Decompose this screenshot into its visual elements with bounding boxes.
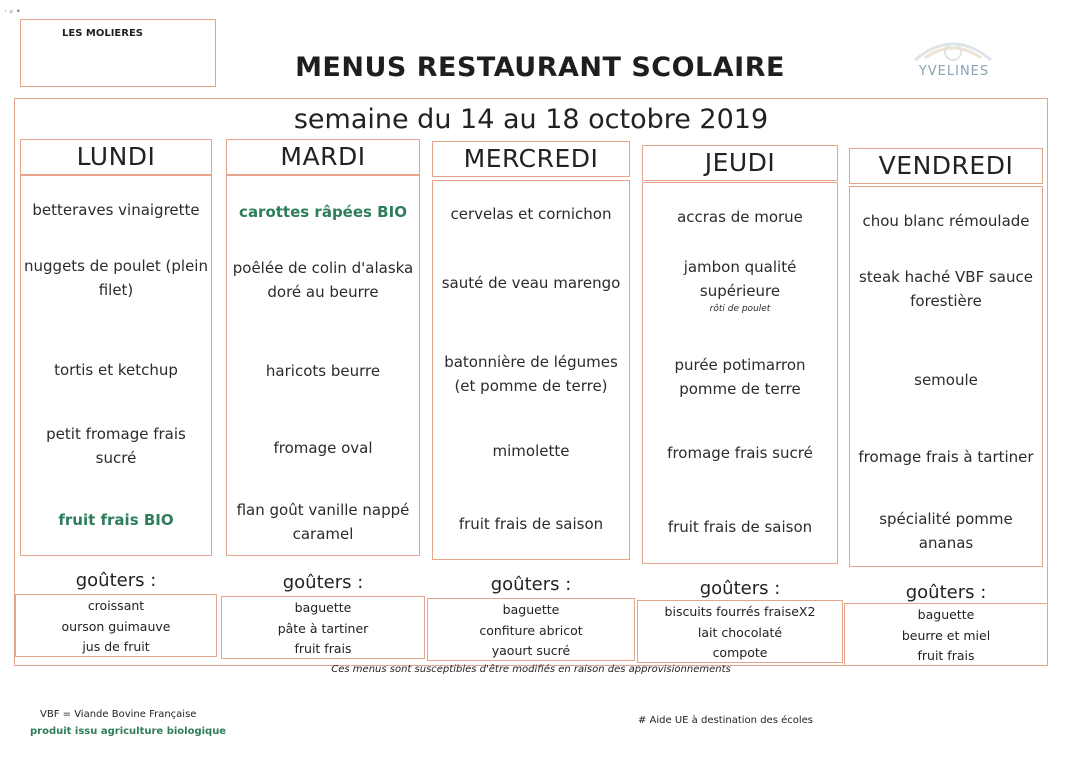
dish-item: [853, 209, 1039, 233]
snack-list: [427, 598, 635, 661]
dish-item: [230, 200, 416, 224]
dish-text: fruit frais BIO: [58, 511, 174, 529]
dish-item: [24, 508, 208, 532]
snack-item: baguette: [917, 607, 975, 622]
dish-text: purée potimarron pomme de terre: [674, 356, 806, 398]
dish-item: [24, 422, 208, 470]
dish-text: fruit frais de saison: [667, 518, 813, 536]
dish-text: fruit frais de saison: [458, 515, 604, 533]
dish-item: [436, 271, 626, 295]
page-title: MENUS RESTAURANT SCOLAIRE: [295, 52, 785, 83]
snack-item: baguette: [294, 600, 352, 615]
snack-item: confiture abricot: [479, 622, 583, 638]
snack-item: baguette: [502, 602, 560, 617]
snack-item: ourson guimauve: [61, 618, 171, 634]
dish-item: [646, 205, 834, 229]
snack-list: [637, 600, 843, 663]
dish-text: fromage frais à tartiner: [858, 448, 1034, 466]
dish-text: fromage frais sucré: [667, 444, 813, 462]
gouter-title: goûters :: [699, 578, 781, 599]
dish-text: steak haché VBF sauce forestière: [859, 268, 1033, 310]
decorative-marks: · ⸗ •: [4, 7, 21, 17]
dish-text: semoule: [914, 371, 978, 389]
dish-text: nuggets de poulet (plein filet): [24, 257, 208, 299]
logo-text: YVELINES: [918, 64, 990, 79]
snack-item: pâte à tartiner: [277, 620, 369, 636]
dish-text: sauté de veau marengo: [441, 274, 621, 292]
dish-note: rôti de poulet: [709, 304, 771, 314]
dish-text: betteraves vinaigrette: [32, 201, 200, 219]
dish-text: poêlée de colin d'alaska doré au beurre: [232, 259, 414, 301]
snack-item: biscuits fourrés fraiseX2: [664, 604, 816, 619]
snack-item: fruit frais: [294, 641, 352, 656]
day-header-lundi: LUNDI: [20, 139, 212, 175]
legend-vbf: VBF = Viande Bovine Française: [40, 709, 197, 720]
dish-item: [24, 198, 208, 222]
dish-item: [24, 254, 208, 302]
dish-text: chou blanc rémoulade: [862, 212, 1030, 230]
dish-text: jambon qualité supérieure: [683, 258, 797, 300]
supply-footnote: Ces menus sont susceptibles d'être modifiés en raison des approvisionnements: [331, 664, 731, 675]
dish-text: batonnière de légumes (et pomme de terre): [444, 353, 618, 395]
week-title: semaine du 14 au 18 octobre 2019: [293, 104, 769, 135]
dish-item: [646, 441, 834, 465]
gouter-title: goûters :: [282, 572, 364, 593]
snack-list: [15, 594, 217, 657]
dish-text: petit fromage frais sucré: [46, 425, 186, 467]
day-header-jeudi: JEUDI: [642, 145, 838, 181]
legend-ue: # Aide UE à destination des écoles: [638, 715, 813, 726]
school-name: LES MOLIERES: [62, 28, 143, 39]
dish-item: [230, 256, 416, 304]
yvelines-logo-icon: [905, 26, 1001, 96]
snack-item: fruit frais: [917, 648, 975, 663]
dish-item: [436, 202, 626, 226]
snack-item: yaourt sucré: [491, 643, 571, 658]
day-header-mercredi: MERCREDI: [432, 141, 630, 177]
dish-item: [853, 507, 1039, 555]
dish-item: [24, 358, 208, 382]
dish-item: [436, 439, 626, 463]
dish-text: carottes râpées BIO: [239, 203, 407, 221]
snack-item: jus de fruit: [82, 639, 150, 654]
dish-item: [646, 255, 834, 315]
dish-text: haricots beurre: [265, 362, 381, 380]
day-header-vendredi: VENDREDI: [849, 148, 1043, 184]
dish-text: mimolette: [492, 442, 570, 460]
snack-list: [221, 596, 425, 659]
dish-item: [853, 368, 1039, 392]
dish-text: cervelas et cornichon: [450, 205, 612, 223]
dish-item: [436, 350, 626, 398]
dish-item: [230, 359, 416, 383]
dish-item: [853, 265, 1039, 313]
dish-item: [853, 445, 1039, 469]
snack-item: compote: [712, 645, 768, 660]
dish-item: [436, 512, 626, 536]
snack-item: lait chocolaté: [697, 624, 783, 640]
dish-item: [646, 353, 834, 401]
legend-bio: produit issu agriculture biologique: [30, 726, 227, 737]
dish-item: [646, 515, 834, 539]
snack-list: [844, 603, 1048, 666]
gouter-title: goûters :: [905, 582, 987, 603]
dish-item: [230, 498, 416, 546]
dish-text: tortis et ketchup: [54, 361, 178, 379]
snack-item: croissant: [87, 598, 145, 613]
gouter-title: goûters :: [490, 574, 572, 595]
gouter-title: goûters :: [75, 570, 157, 591]
dish-text: flan goût vanille nappé caramel: [236, 501, 410, 543]
dish-text: fromage oval: [273, 439, 373, 457]
day-header-mardi: MARDI: [226, 139, 420, 175]
dish-item: [230, 436, 416, 460]
dish-text: spécialité pomme ananas: [879, 510, 1013, 552]
dish-text: accras de morue: [677, 208, 803, 226]
snack-item: beurre et miel: [901, 627, 991, 643]
